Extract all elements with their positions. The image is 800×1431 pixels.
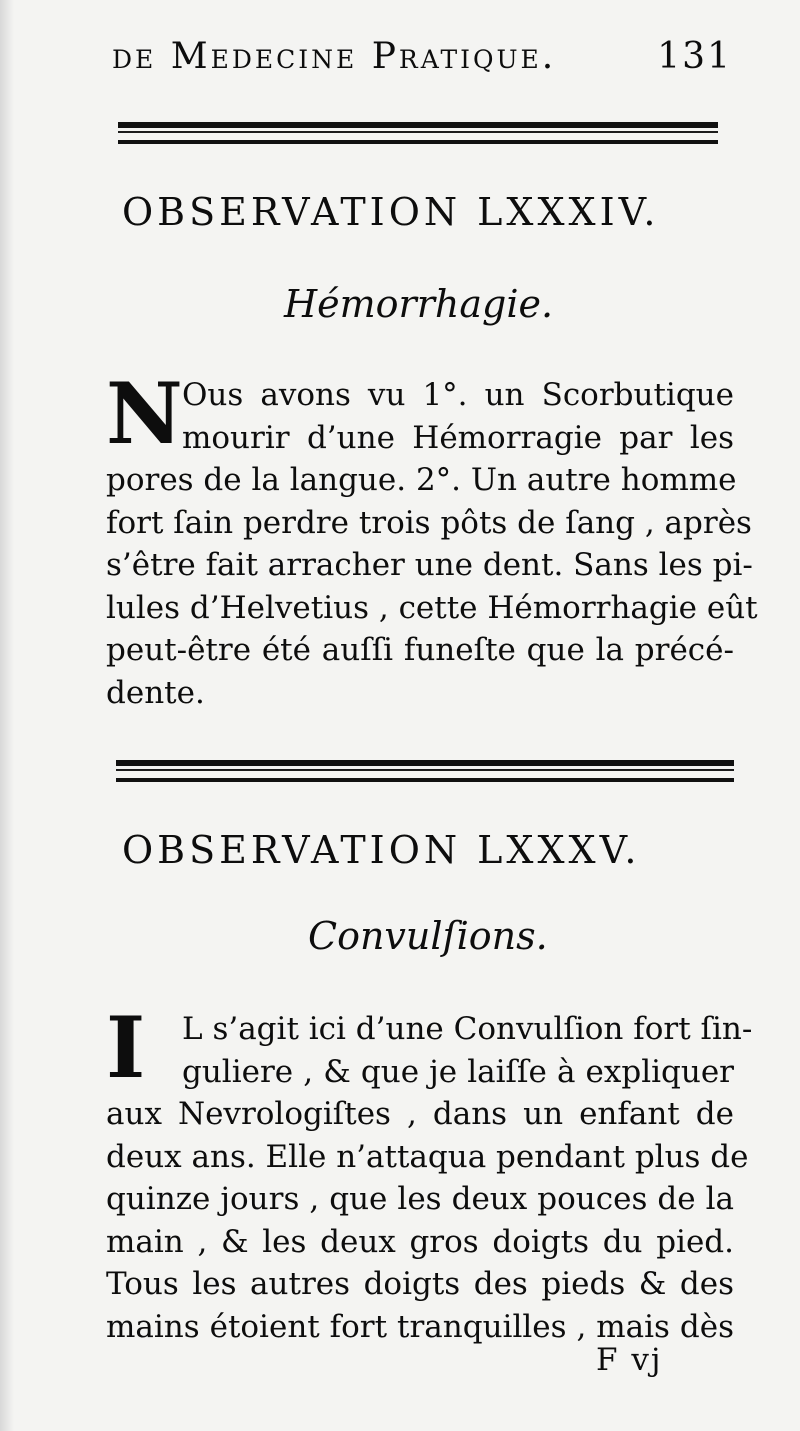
signature-mark: F vj (596, 1342, 663, 1378)
paragraph-line: Tous les autres doigts des pieds & des (106, 1266, 734, 1302)
section-divider-rule (116, 760, 734, 782)
paragraph-line: quinze jours , que les deux pouces de la (106, 1181, 734, 1217)
paragraph-line: dente. (106, 674, 205, 711)
paragraph-line: aux Nevrologiſtes , dans un enfant de (106, 1096, 734, 1132)
paragraph-line: peut-être été auſſi funeſte que la précé- (106, 632, 734, 668)
paragraph-line: lules d’Helvetius , cette Hémorrhagie eût (106, 589, 758, 626)
observation-84-paragraph (106, 364, 758, 714)
observation-85-subtitle: Convulſions. (308, 914, 548, 958)
observation-85-paragraph (106, 998, 753, 1348)
observation-84-subtitle: Hémorrhagie. (284, 282, 554, 326)
paragraph-line: pores de la langue. 2°. Un autre homme (106, 462, 737, 498)
paragraph-line: Ous avons vu 1°. un Scorbutique (182, 377, 734, 413)
paragraph-line: main , & les deux gros doigts du pied. (106, 1223, 734, 1260)
paragraph-line: deux ans. Elle n’attaqua pendant plus de (106, 1138, 749, 1175)
observation-85-title: OBSERVATION LXXXV. (122, 828, 641, 872)
paragraph-line: L s’agit ici d’une Convulſion fort ſin- (182, 1011, 753, 1047)
paragraph-line: guliere , & que je laiſſe à expliquer (182, 1053, 734, 1090)
section-divider-rule (118, 122, 718, 144)
observation-84-title: OBSERVATION LXXXIV. (122, 190, 660, 234)
paragraph-line: s’être fait arracher une dent. Sans les pi- (106, 547, 753, 583)
running-head (112, 36, 732, 86)
page-number: 131 (657, 36, 732, 77)
running-title: de Medecine Pratique. (112, 36, 557, 77)
dropcap-letter: N (106, 364, 183, 463)
paragraph-line: mourir d’une Hémorragie par les (182, 419, 734, 456)
dropcap-letter: I (106, 998, 146, 1097)
paragraph-line: mains étoient fort tranquilles , mais dès (106, 1308, 734, 1345)
paragraph-line: fort ſain perdre trois pôts de ſang , après (106, 504, 752, 541)
